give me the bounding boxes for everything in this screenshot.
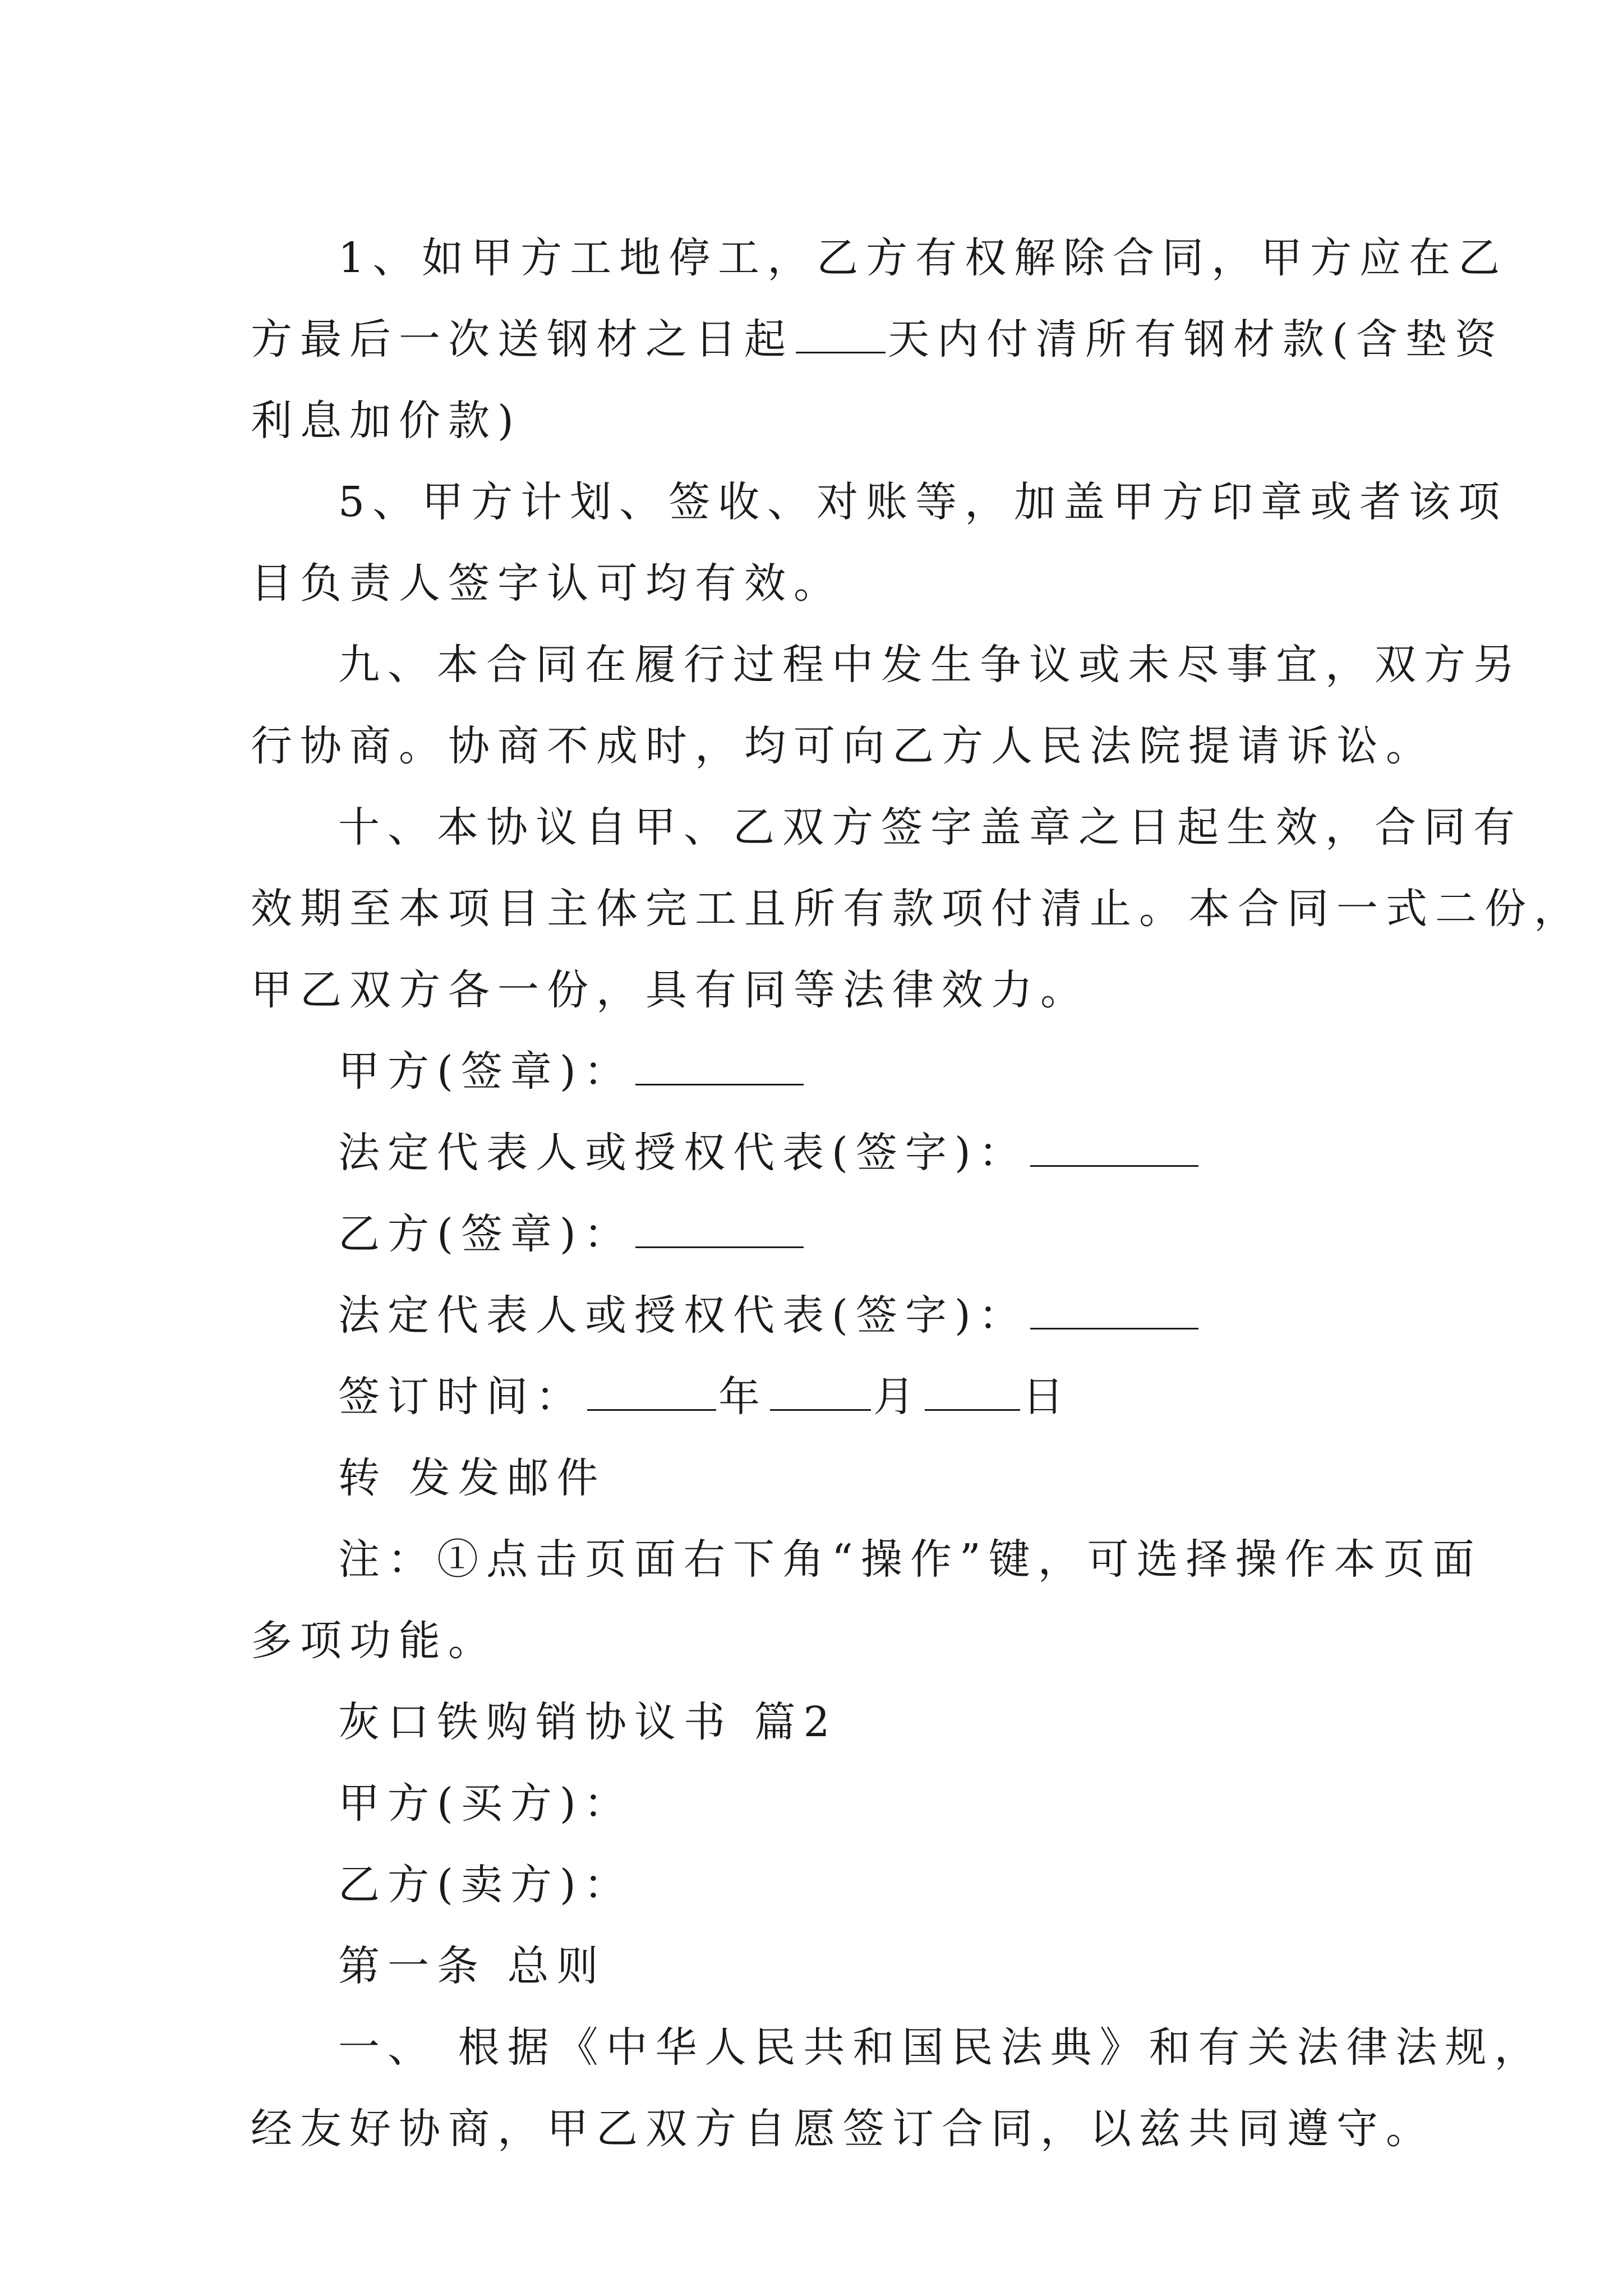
rep-b-label: 法定代表人或授权代表(签字)： [338, 1291, 1028, 1340]
party-a-blank [635, 1049, 804, 1085]
document-page [251, 218, 1583, 2170]
party-b-signature [251, 1194, 1396, 1275]
clause-10-line-3: 甲乙双方各一份，具有同等法律效力。 [251, 966, 1090, 1014]
day-label: 日 [1022, 1373, 1072, 1421]
article-1-item-1-line-2: 经友好协商，甲乙双方自愿签订合同，以兹共同遵守。 [251, 2105, 1435, 2153]
rep-a-signature [251, 1112, 1396, 1194]
month-blank [770, 1374, 871, 1411]
year-blank [587, 1374, 716, 1411]
clause-9-line-2: 行协商。协商不成时，均可向乙方人民法院提请诉讼。 [251, 722, 1435, 770]
clause-5-line-1: 5、甲方计划、签收、对账等，加盖甲方印章或者该项 [338, 478, 1508, 526]
party-a-label: 甲方(签章)： [338, 1047, 633, 1096]
days-blank [796, 317, 886, 353]
party-b-blank [635, 1212, 804, 1248]
clause-10-line-2: 效期至本项目主体完工且所有款项付清止。本合同一式二份， [251, 885, 1583, 933]
clause-1-line-1: 1、如甲方工地停工，乙方有权解除合同，甲方应在乙 [338, 234, 1508, 282]
party-a-signature [251, 1031, 1396, 1112]
clause-9-line-1: 九、本合同在履行过程中发生争议或未尽事宜，双方另 [338, 641, 1523, 689]
rep-a-blank [1030, 1130, 1198, 1167]
clause-5-line-2: 目负责人签字认可均有效。 [251, 559, 843, 608]
buyer-label: 甲方(买方)： [338, 1779, 633, 1828]
note-line-2: 多项功能。 [251, 1617, 497, 1665]
clause-1-text-a: 方最后一次送钢材之日起 [251, 315, 794, 364]
forward-email: 转 发发邮件 [338, 1454, 606, 1502]
clause-1-text-b: 天内付清所有钢材款(含垫资 [888, 315, 1504, 364]
clause-10-line-1: 十、本协议自甲、乙双方签字盖章之日起生效，合同有 [338, 803, 1523, 852]
rep-b-signature [251, 1275, 1396, 1356]
party-b-label: 乙方(签章)： [338, 1210, 633, 1258]
rep-a-label: 法定代表人或授权代表(签字)： [338, 1129, 1028, 1177]
signing-date [251, 1356, 1396, 1438]
rep-b-blank [1030, 1293, 1198, 1329]
year-label: 年 [718, 1373, 768, 1421]
day-blank [925, 1374, 1020, 1411]
section-2-title: 灰口铁购销协议书 篇2 [338, 1698, 838, 1746]
article-1-heading: 第一条 总则 [338, 1942, 606, 1990]
note-line-1: 注：①点击页面右下角“操作”键，可选择操作本页面 [338, 1535, 1482, 1584]
article-1-item-1-line-1: 一、 根据《中华人民共和国民法典》和有关法律法规， [338, 2023, 1544, 2072]
date-label: 签订时间： [338, 1373, 585, 1421]
clause-1-line-2 [251, 299, 1504, 380]
clause-1-line-3: 利息加价款) [251, 397, 522, 445]
month-label: 月 [873, 1373, 923, 1421]
seller-label: 乙方(卖方)： [338, 1861, 633, 1909]
